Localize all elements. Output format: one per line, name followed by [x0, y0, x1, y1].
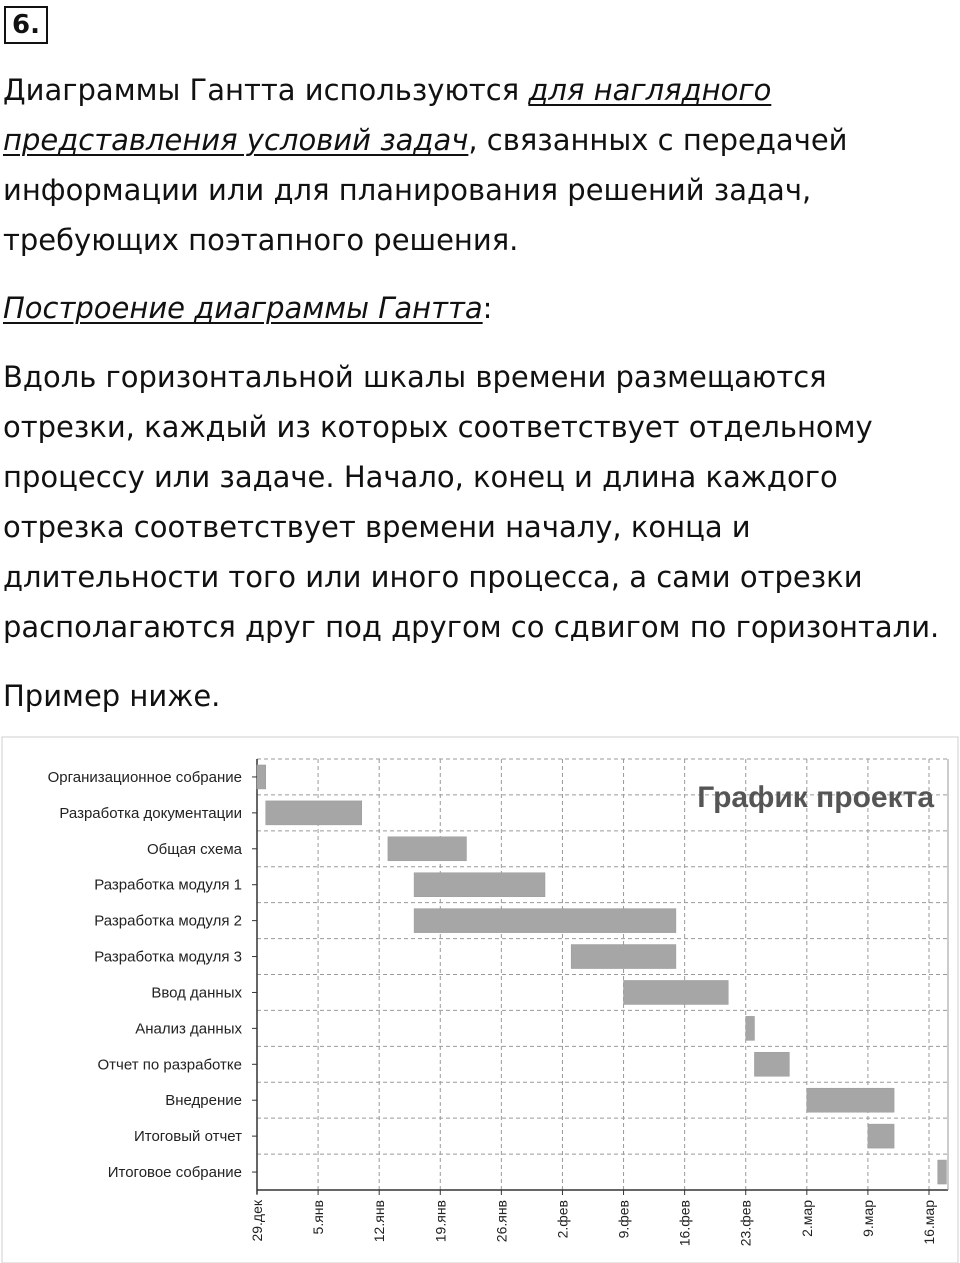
gantt-bar-0	[257, 765, 266, 789]
gantt-bar-5	[571, 945, 676, 969]
gantt-bar-8	[754, 1052, 789, 1076]
gantt-bar-2	[388, 837, 467, 861]
task-label-3: Разработка модуля 1	[94, 876, 242, 894]
x-tick-label-0: 29.дек	[249, 1200, 265, 1242]
task-label-5: Разработка модуля 3	[94, 948, 242, 966]
gantt-bar-1	[266, 801, 362, 825]
section-heading-text: Построение диаграммы Гантта	[3, 291, 483, 325]
x-tick-label-1: 5.янв	[310, 1200, 327, 1235]
task-label-6: Ввод данных	[151, 984, 242, 1002]
x-tick-label-4: 26.янв	[493, 1200, 510, 1243]
gantt-chart	[0, 735, 960, 1263]
intro-text-end: , связанных с передачей информации или для планирования решений задач, требующих поэтапного решения.	[3, 123, 848, 257]
task-label-8: Отчет по разработке	[97, 1056, 242, 1074]
x-tick-label-3: 19.янв	[432, 1200, 449, 1243]
x-tick-label-7: 16.фев	[676, 1200, 693, 1247]
intro-emphasis: для наглядного представления условий задач	[3, 73, 772, 157]
x-tick-label-11: 16.мар	[921, 1200, 937, 1245]
gantt-bar-3	[414, 873, 545, 897]
x-tick-label-9: 2.мар	[798, 1200, 815, 1237]
gantt-bar-7	[746, 1016, 755, 1040]
task-label-11: Итоговое собрание	[107, 1164, 242, 1182]
task-number: 6.	[4, 6, 48, 44]
section-heading-suffix: :	[482, 291, 493, 325]
gantt-bar-10	[868, 1124, 894, 1148]
gantt-bar-11	[938, 1160, 947, 1184]
intro-paragraph	[3, 65, 960, 265]
task-label-2: Общая схема	[146, 840, 242, 858]
task-label-7: Анализ данных	[135, 1020, 242, 1038]
chart-title: График проекта	[697, 781, 934, 814]
gantt-bar-4	[414, 909, 676, 933]
gantt-bar-9	[807, 1088, 894, 1112]
task-label-1: Разработка документации	[59, 804, 242, 822]
intro-text-start: Диаграммы Гантта используются	[3, 73, 529, 107]
x-tick-label-8: 23.фев	[737, 1200, 754, 1247]
task-label-10: Итоговый отчет	[133, 1128, 242, 1146]
task-label-9: Внедрение	[165, 1092, 242, 1110]
x-tick-label-2: 12.янв	[371, 1200, 388, 1243]
x-tick-label-10: 9.мар	[859, 1200, 876, 1237]
example-note: Пример ниже.	[3, 679, 221, 713]
x-tick-label-5: 2.фев	[554, 1200, 571, 1239]
section-heading	[3, 283, 960, 333]
description-paragraph: Вдоль горизонтальной шкалы времени размещаются отрезки, каждый из которых соответствует отдельному процессу или задаче. Начало, конец и длина каждого отрезка соответствует времени началу, конца и длительности того или иного процесса, а сами отрезки располагаются друг под другом со сдвигом по горизонтали.	[3, 360, 940, 644]
task-label-4: Разработка модуля 2	[94, 912, 242, 930]
gantt-bar-6	[624, 980, 729, 1004]
x-tick-label-6: 9.фев	[615, 1200, 632, 1239]
task-label-0: Организационное собрание	[47, 768, 242, 786]
gantt-chart-svg	[0, 735, 960, 1263]
